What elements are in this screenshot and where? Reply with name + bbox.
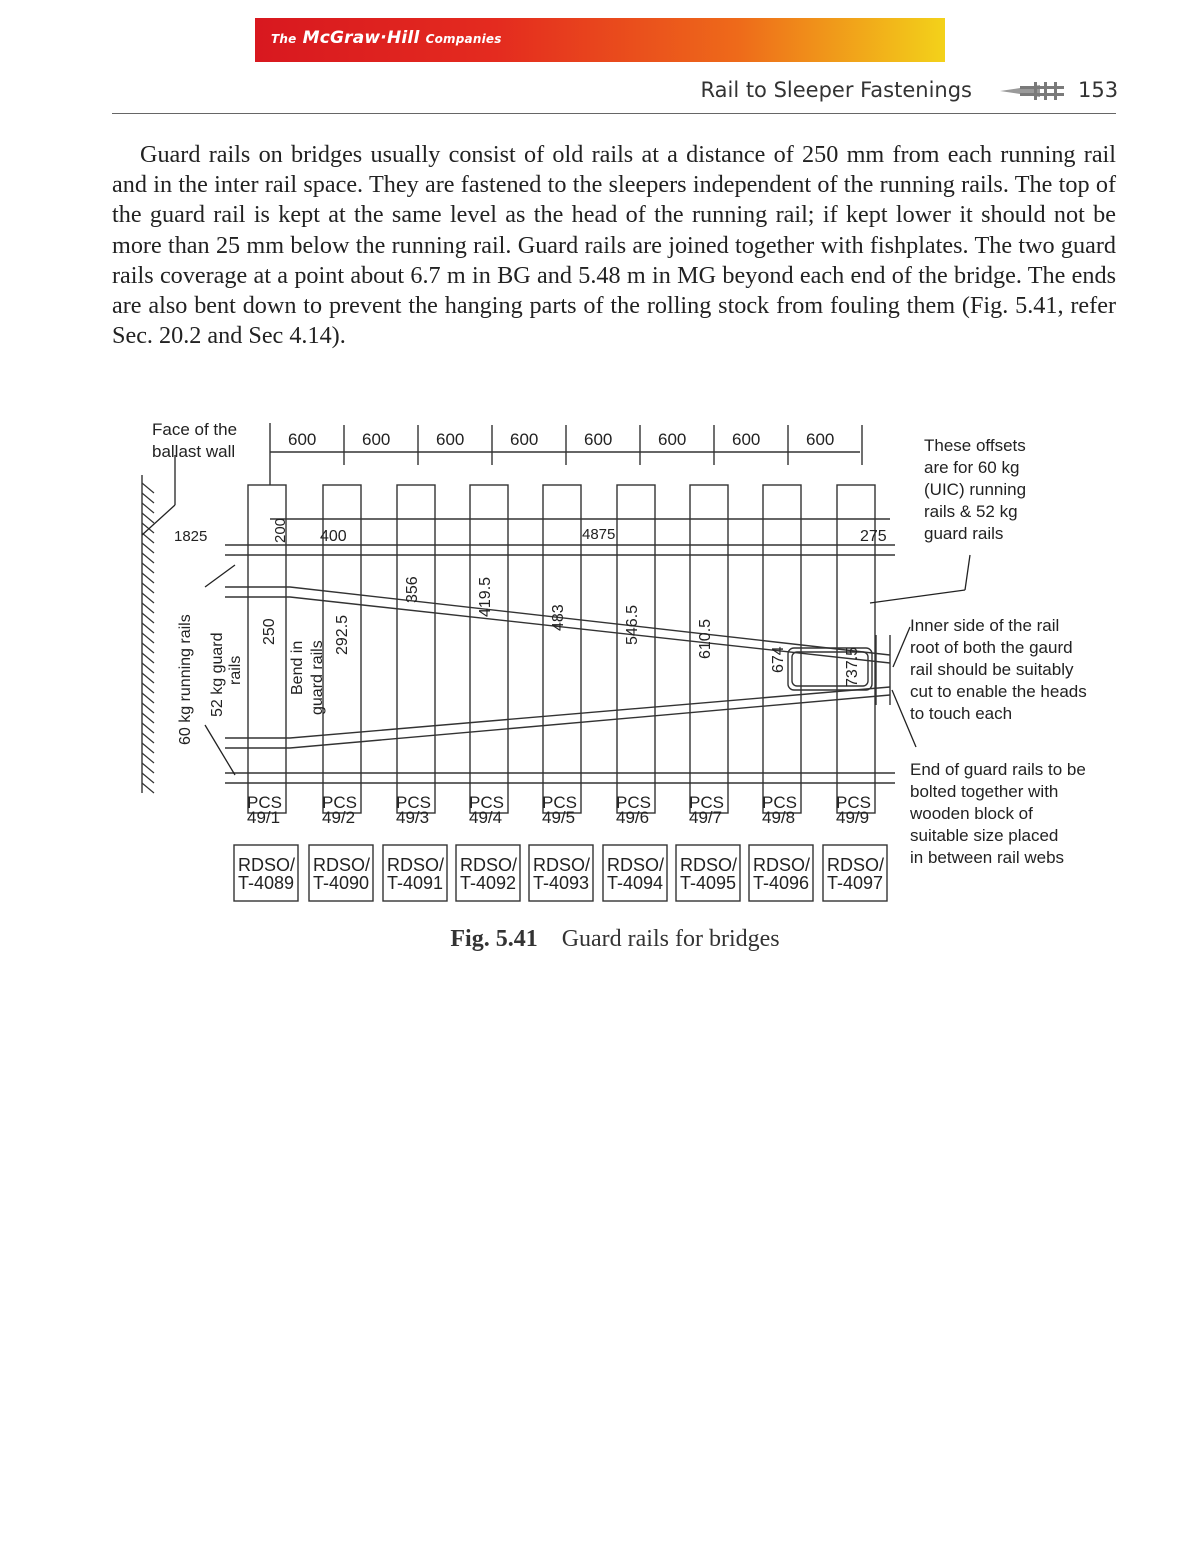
dim-2925: 292.5 [334, 614, 351, 655]
spacing-label: 600 [362, 430, 391, 449]
wall-hatch [142, 533, 154, 543]
pcs-label: PCS [469, 793, 504, 812]
pcs-label: PCS [247, 793, 282, 812]
wall-hatch [142, 763, 154, 773]
pcs-number: 49/3 [396, 808, 430, 827]
figure-caption: Fig. 5.41 Guard rails for bridges [450, 926, 780, 952]
pcs-number: 49/5 [542, 808, 576, 827]
sleeper [543, 485, 581, 813]
dim-1825: 1825 [174, 528, 208, 545]
publisher-banner [255, 18, 945, 62]
rail-icon [1000, 80, 1064, 102]
wall-hatch [142, 683, 154, 693]
spacing-label: 600 [436, 430, 465, 449]
wall-hatch [142, 703, 154, 713]
offset-label: 674 [770, 646, 787, 673]
spacing-label: 600 [658, 430, 687, 449]
guard-rails-label: rails [227, 655, 244, 685]
rdso-number: T-4093 [533, 873, 590, 893]
bend-label: Bend in [289, 640, 306, 695]
pcs-number: 49/1 [247, 808, 281, 827]
offset-label: 610.5 [697, 618, 714, 659]
pcs-label: PCS [762, 793, 797, 812]
wall-hatch [142, 673, 154, 683]
sleeper [470, 485, 508, 813]
rdso-label: RDSO/ [607, 855, 665, 875]
guard-rail-figure [130, 405, 1110, 915]
rdso-number: T-4092 [460, 873, 517, 893]
wall-hatch [142, 523, 154, 533]
wall-hatch [142, 553, 154, 563]
rdso-label: RDSO/ [313, 855, 371, 875]
wall-hatch [142, 743, 154, 753]
pcs-label: PCS [322, 793, 357, 812]
pcs-number: 49/8 [762, 808, 796, 827]
rdso-label: RDSO/ [753, 855, 811, 875]
end-note: End of guard rails to be [910, 760, 1086, 779]
wall-hatch [142, 693, 154, 703]
rdso-number: T-4097 [827, 873, 884, 893]
rdso-number: T-4091 [387, 873, 444, 893]
wall-hatch [142, 543, 154, 553]
rdso-number: T-4094 [607, 873, 664, 893]
end-note: wooden block of [910, 804, 1033, 823]
spacing-label: 600 [288, 430, 317, 449]
wall-hatch [142, 713, 154, 723]
dim-400: 400 [320, 528, 347, 545]
wall-hatch [142, 633, 154, 643]
wall-hatch [142, 513, 154, 523]
publisher-logo: The McGraw·Hill Companies [271, 28, 502, 48]
pcs-number: 49/2 [322, 808, 356, 827]
offset-label: 419.5 [477, 576, 494, 617]
wall-hatch [142, 493, 154, 503]
offset-label: 737.5 [844, 646, 861, 687]
offset-label: 546.5 [624, 604, 641, 645]
rdso-number: T-4090 [313, 873, 370, 893]
sleeper [617, 485, 655, 813]
pcs-label: PCS [836, 793, 871, 812]
dim-200: 200 [272, 517, 289, 543]
body-paragraph: Guard rails on bridges usually consist of old rails at a distance of 250 mm from each running rail and in the inter rail space. They are fastened to the sleepers independent of the running rails. The top of the guard rail is kept at the same level as the head of the running rail; if kept lower it should not be more than 25 mm below the running rail. Guard rails are joined together with fishplates. The two guard rails coverage at a point about 6.7 m in BG and 5.48 m in MG beyond each end of the bridge. The ends are also bent down to prevent the hanging parts of the rolling stock from fouling them (Fig. 5.41, refer Sec. 20.2 and Sec 4.14). [112, 141, 1116, 350]
wall-hatch [142, 593, 154, 603]
wall-hatch [142, 753, 154, 763]
rdso-label: RDSO/ [680, 855, 738, 875]
end-note: suitable size placed [910, 826, 1059, 845]
face-label: Face of the [152, 420, 238, 439]
wall-hatch [142, 643, 154, 653]
wall-hatch [142, 603, 154, 613]
offsets-note: rails & 52 kg [924, 502, 1018, 521]
inner-note: Inner side of the rail [910, 616, 1060, 635]
spacing-label: 600 [806, 430, 835, 449]
offset-label: 483 [550, 604, 567, 631]
wall-hatch [142, 723, 154, 733]
rdso-number: T-4089 [238, 873, 295, 893]
spacing-label: 600 [584, 430, 613, 449]
wall-hatch [142, 503, 154, 513]
page-number: 153 [1078, 78, 1119, 102]
bend-label: guard rails [309, 640, 326, 715]
running-header-title: Rail to Sleeper Fastenings [700, 78, 972, 102]
offsets-note: (UIC) running [924, 480, 1027, 499]
rdso-label: RDSO/ [387, 855, 445, 875]
spacing-label: 600 [510, 430, 539, 449]
dim-250: 250 [261, 618, 278, 645]
rdso-label: RDSO/ [238, 855, 296, 875]
rdso-label: RDSO/ [460, 855, 518, 875]
wall-hatch [142, 563, 154, 573]
wall-hatch [142, 583, 154, 593]
pcs-label: PCS [542, 793, 577, 812]
offsets-note: guard rails [924, 524, 1004, 543]
pcs-number: 49/6 [616, 808, 650, 827]
rdso-number: T-4096 [753, 873, 810, 893]
wall-hatch [142, 573, 154, 583]
guard-rails-label: 52 kg guard [209, 632, 226, 717]
offsets-note: are for 60 kg [924, 458, 1020, 477]
wall-hatch [142, 663, 154, 673]
pcs-label: PCS [689, 793, 724, 812]
sleeper [397, 485, 435, 813]
wall-hatch [142, 773, 154, 783]
rdso-number: T-4095 [680, 873, 737, 893]
dim-4875: 4875 [582, 526, 616, 543]
end-note: in between rail webs [910, 848, 1065, 867]
wall-hatch [142, 483, 154, 493]
wall-hatch [142, 733, 154, 743]
offsets-note: These offsets [924, 436, 1026, 455]
inner-note: rail should be suitably [910, 660, 1074, 679]
wall-hatch [142, 613, 154, 623]
inner-note: root of both the gaurd [910, 638, 1073, 657]
pcs-number: 49/4 [469, 808, 503, 827]
dim-275: 275 [860, 528, 887, 545]
spacing-label: 600 [732, 430, 761, 449]
end-note: bolted together with [910, 782, 1059, 801]
inner-note: to touch each [910, 704, 1013, 723]
rdso-label: RDSO/ [533, 855, 591, 875]
pcs-number: 49/7 [689, 808, 723, 827]
running-rails-label: 60 kg running rails [177, 614, 194, 745]
offset-label: 356 [404, 576, 421, 603]
header-rule [112, 113, 1116, 114]
pcs-label: PCS [616, 793, 651, 812]
wall-hatch [142, 623, 154, 633]
face-label: ballast wall [152, 442, 236, 461]
wall-hatch [142, 783, 154, 793]
wall-hatch [142, 653, 154, 663]
rdso-label: RDSO/ [827, 855, 885, 875]
pcs-label: PCS [396, 793, 431, 812]
inner-note: cut to enable the heads [910, 682, 1087, 701]
pcs-number: 49/9 [836, 808, 870, 827]
